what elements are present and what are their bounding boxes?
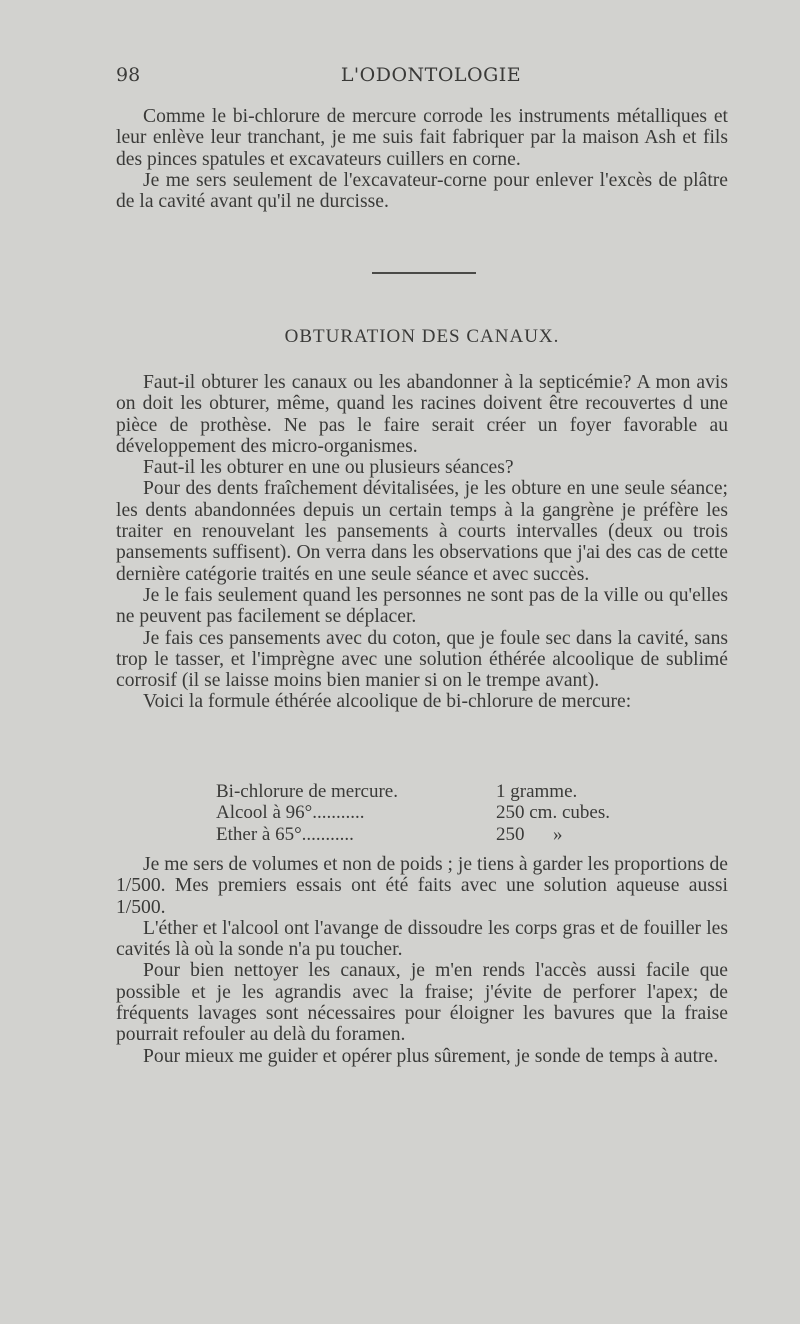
paragraph: Je me sers de volumes et non de poids ; je tiens à garder les proportions de 1/500. Mes premiers essais ont été faits avec une solution aqueuse aussi 1/500. (116, 854, 728, 918)
formula-quantity: 250 » (496, 823, 563, 845)
paragraph: Faut-il les obturer en une ou plusieurs séances? (143, 457, 514, 479)
paragraph: Pour des dents fraîchement dévitalisées, je les obture en une seule séance; les dents abandonnées depuis un certain temps à la gangrène je préfère les traiter en renouvelant les pansements à courts intervalles (deux ou trois pansements suffisent). On verra dans les observations que j'ai des cas de cette dernière catégorie traités en une seule séance et avec succès. (116, 478, 728, 585)
section-body-part-2 (116, 854, 728, 1067)
formula-ingredient: Alcool à 96°........... (216, 802, 365, 824)
section-divider (372, 272, 476, 274)
formula-row (216, 824, 636, 845)
formula-quantity: 1 gramme. (496, 781, 578, 802)
formula-quantity: 250 cm. cubes. (496, 802, 610, 824)
section-body-part-1 (116, 372, 728, 713)
paragraph: Pour bien nettoyer les canaux, je m'en rends l'accès aussi facile que possible et je les agrandis avec la fraise; j'évite de perforer l'apex; de fréquents lavages sont nécessaires pour éloigner les bavures que la fraise pourrait refouler au delà du foramen. (116, 960, 728, 1046)
section-title: OBTURATION DES CANAUX. (284, 326, 560, 347)
paragraph: Pour mieux me guider et opérer plus sûrement, je sonde de temps à autre. (143, 1045, 719, 1067)
formula-row (216, 781, 636, 802)
paragraph: Je le fais seulement quand les personnes ne sont pas de la ville ou qu'elles ne peuvent pas facilement se déplacer. (116, 584, 728, 628)
page-header (116, 64, 726, 90)
formula-row (216, 802, 636, 823)
paragraph: Je fais ces pansements avec du coton, que je foule sec dans la cavité, sans trop le tasser, et l'imprègne avec une solution éthérée alcoolique de sublimé corrosif (il se laisse moins bien manier si on le trempe avant). (116, 627, 728, 692)
formula-ingredient: Ether à 65°........... (216, 823, 354, 845)
formula-ingredient: Bi-chlorure de mercure. (216, 781, 398, 802)
paragraph: Voici la formule éthérée alcoolique de bi-chlorure de mercure: (143, 691, 632, 713)
page-number: 98 (116, 64, 141, 86)
formula-table (216, 781, 636, 845)
intro-text (116, 106, 728, 212)
paragraph: Je me sers seulement de l'excavateur-corne pour enlever l'excès de plâtre de la cavité avant qu'il ne durcisse. (116, 169, 728, 213)
running-title: L'ODONTOLOGIE (340, 64, 522, 86)
paragraph: Faut-il obturer les canaux ou les abandonner à la septicémie? A mon avis on doit les obturer, même, quand les racines doivent être recouvertes d une pièce de prothèse. Ne pas le faire serait créer un foyer favorable au développement des micro-organismes. (116, 372, 728, 457)
paragraph: Comme le bi-chlorure de mercure corrode les instruments métalliques et leur enlève leur tranchant, je me suis fait fabriquer par la maison Ash et fils des pinces spatules et excavateurs cuillers en corne. (116, 106, 728, 170)
paragraph: L'éther et l'alcool ont l'avange de dissoudre les corps gras et de fouiller les cavités là où la sonde n'a pu toucher. (116, 917, 728, 961)
